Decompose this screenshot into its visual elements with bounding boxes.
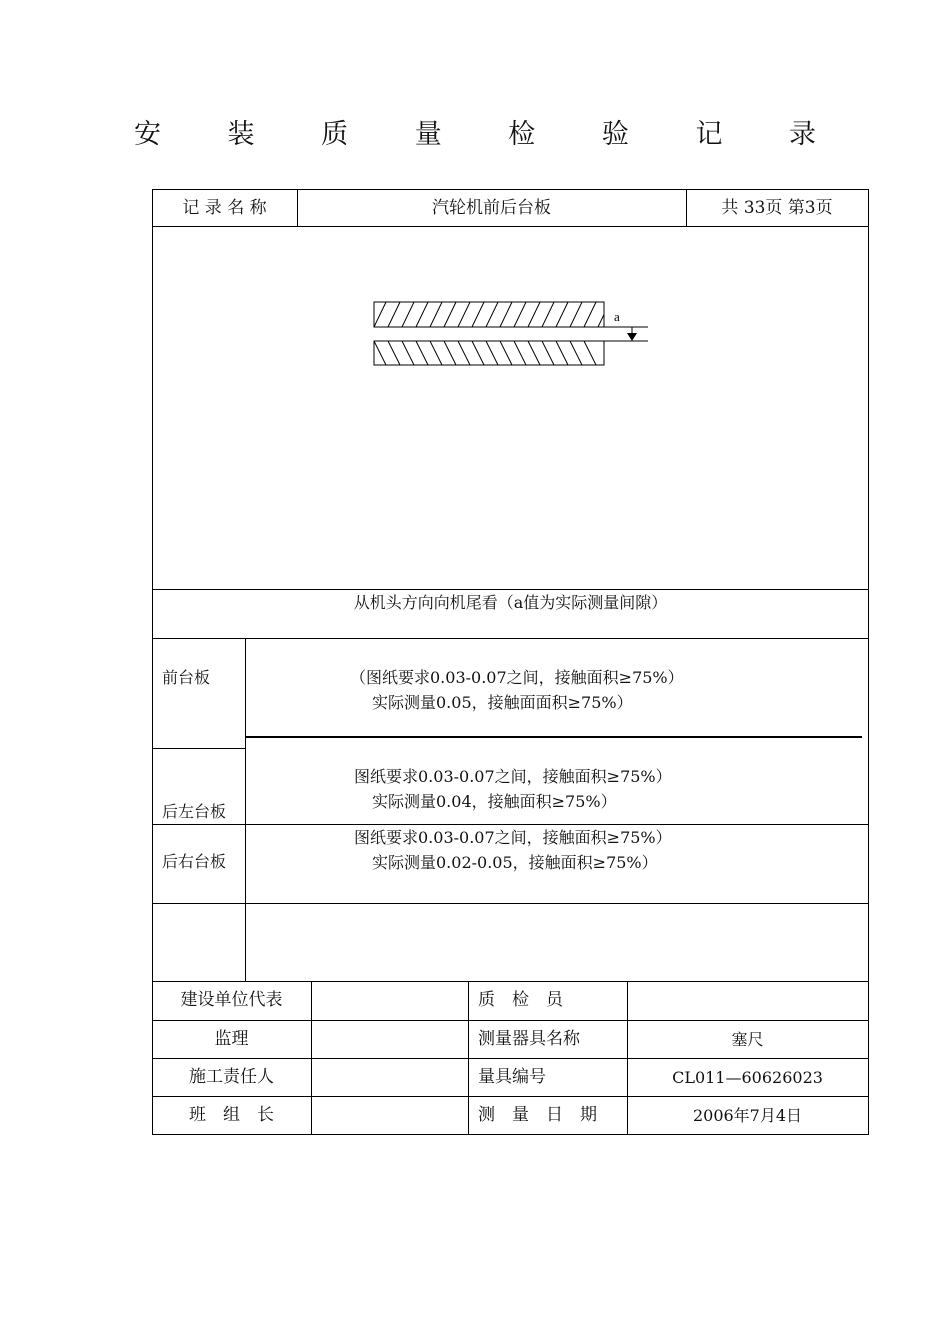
- top-plate: [374, 302, 610, 327]
- signature-value-instrument-name: 塞尺: [731, 1030, 764, 1049]
- table-divider: [245, 638, 246, 982]
- document-title: 安 装 质 量 检 验 记 录: [133, 119, 846, 150]
- section-label-front: 前台板: [162, 668, 211, 687]
- section-actual-rear-right: 实际测量0.02-0.05，接触面积≥75%）: [372, 853, 658, 872]
- signature-label-measure-date: 测 量 日 期: [478, 1105, 597, 1125]
- signature-label-inspector: 质 检 员: [478, 990, 563, 1010]
- table-divider: [152, 589, 869, 590]
- signature-label-instrument-name: 测量器具名称: [478, 1029, 580, 1049]
- table-border: [152, 1134, 869, 1135]
- signature-label-team-leader: 班 组 长: [189, 1105, 274, 1125]
- signature-label-instrument-id: 量具编号: [478, 1067, 546, 1087]
- record-name-label: 记 录 名 称: [182, 198, 267, 218]
- table-divider: [152, 1058, 869, 1059]
- page-info: 共 33页 第3页: [721, 198, 833, 218]
- table-divider: [152, 981, 869, 982]
- signature-value-instrument-id: CL011—60626023: [672, 1068, 823, 1087]
- gap-diagram: [360, 292, 660, 372]
- view-note: 从机头方向向机尾看（a值为实际测量间隙）: [353, 593, 668, 612]
- record-name: 汽轮机前后台板: [432, 198, 551, 218]
- bottom-plate: [374, 341, 604, 365]
- signature-label-responsible: 施工责任人: [189, 1067, 274, 1087]
- section-requirement-front: （图纸要求0.03-0.07之间，接触面积≥75%）: [350, 668, 684, 687]
- signature-label-supervisor: 监理: [214, 1029, 249, 1049]
- table-divider: [152, 824, 869, 825]
- gap-arrow-head: [627, 333, 637, 341]
- section-actual-rear-left: 实际测量0.04，接触面积≥75%）: [372, 792, 617, 811]
- table-border: [868, 189, 869, 1135]
- table-divider: [152, 638, 869, 639]
- table-divider: [152, 903, 869, 904]
- table-border: [152, 189, 869, 190]
- section-label-rear-left: 后左台板: [162, 802, 227, 821]
- signature-value-measure-date: 2006年7月4日: [692, 1106, 803, 1125]
- signature-label-construction-rep: 建设单位代表: [180, 990, 283, 1010]
- section-requirement-rear-right: 图纸要求0.03-0.07之间，接触面积≥75%）: [354, 828, 672, 847]
- table-divider: [245, 736, 862, 738]
- section-requirement-rear-left: 图纸要求0.03-0.07之间，接触面积≥75%）: [354, 767, 672, 786]
- table-divider: [152, 748, 246, 749]
- table-divider: [152, 226, 869, 227]
- table-divider: [152, 1096, 869, 1097]
- section-actual-front: 实际测量0.05，接触面面积≥75%）: [372, 693, 633, 712]
- table-divider: [152, 1020, 869, 1021]
- gap-label: a: [614, 309, 620, 324]
- section-label-rear-right: 后右台板: [162, 852, 227, 871]
